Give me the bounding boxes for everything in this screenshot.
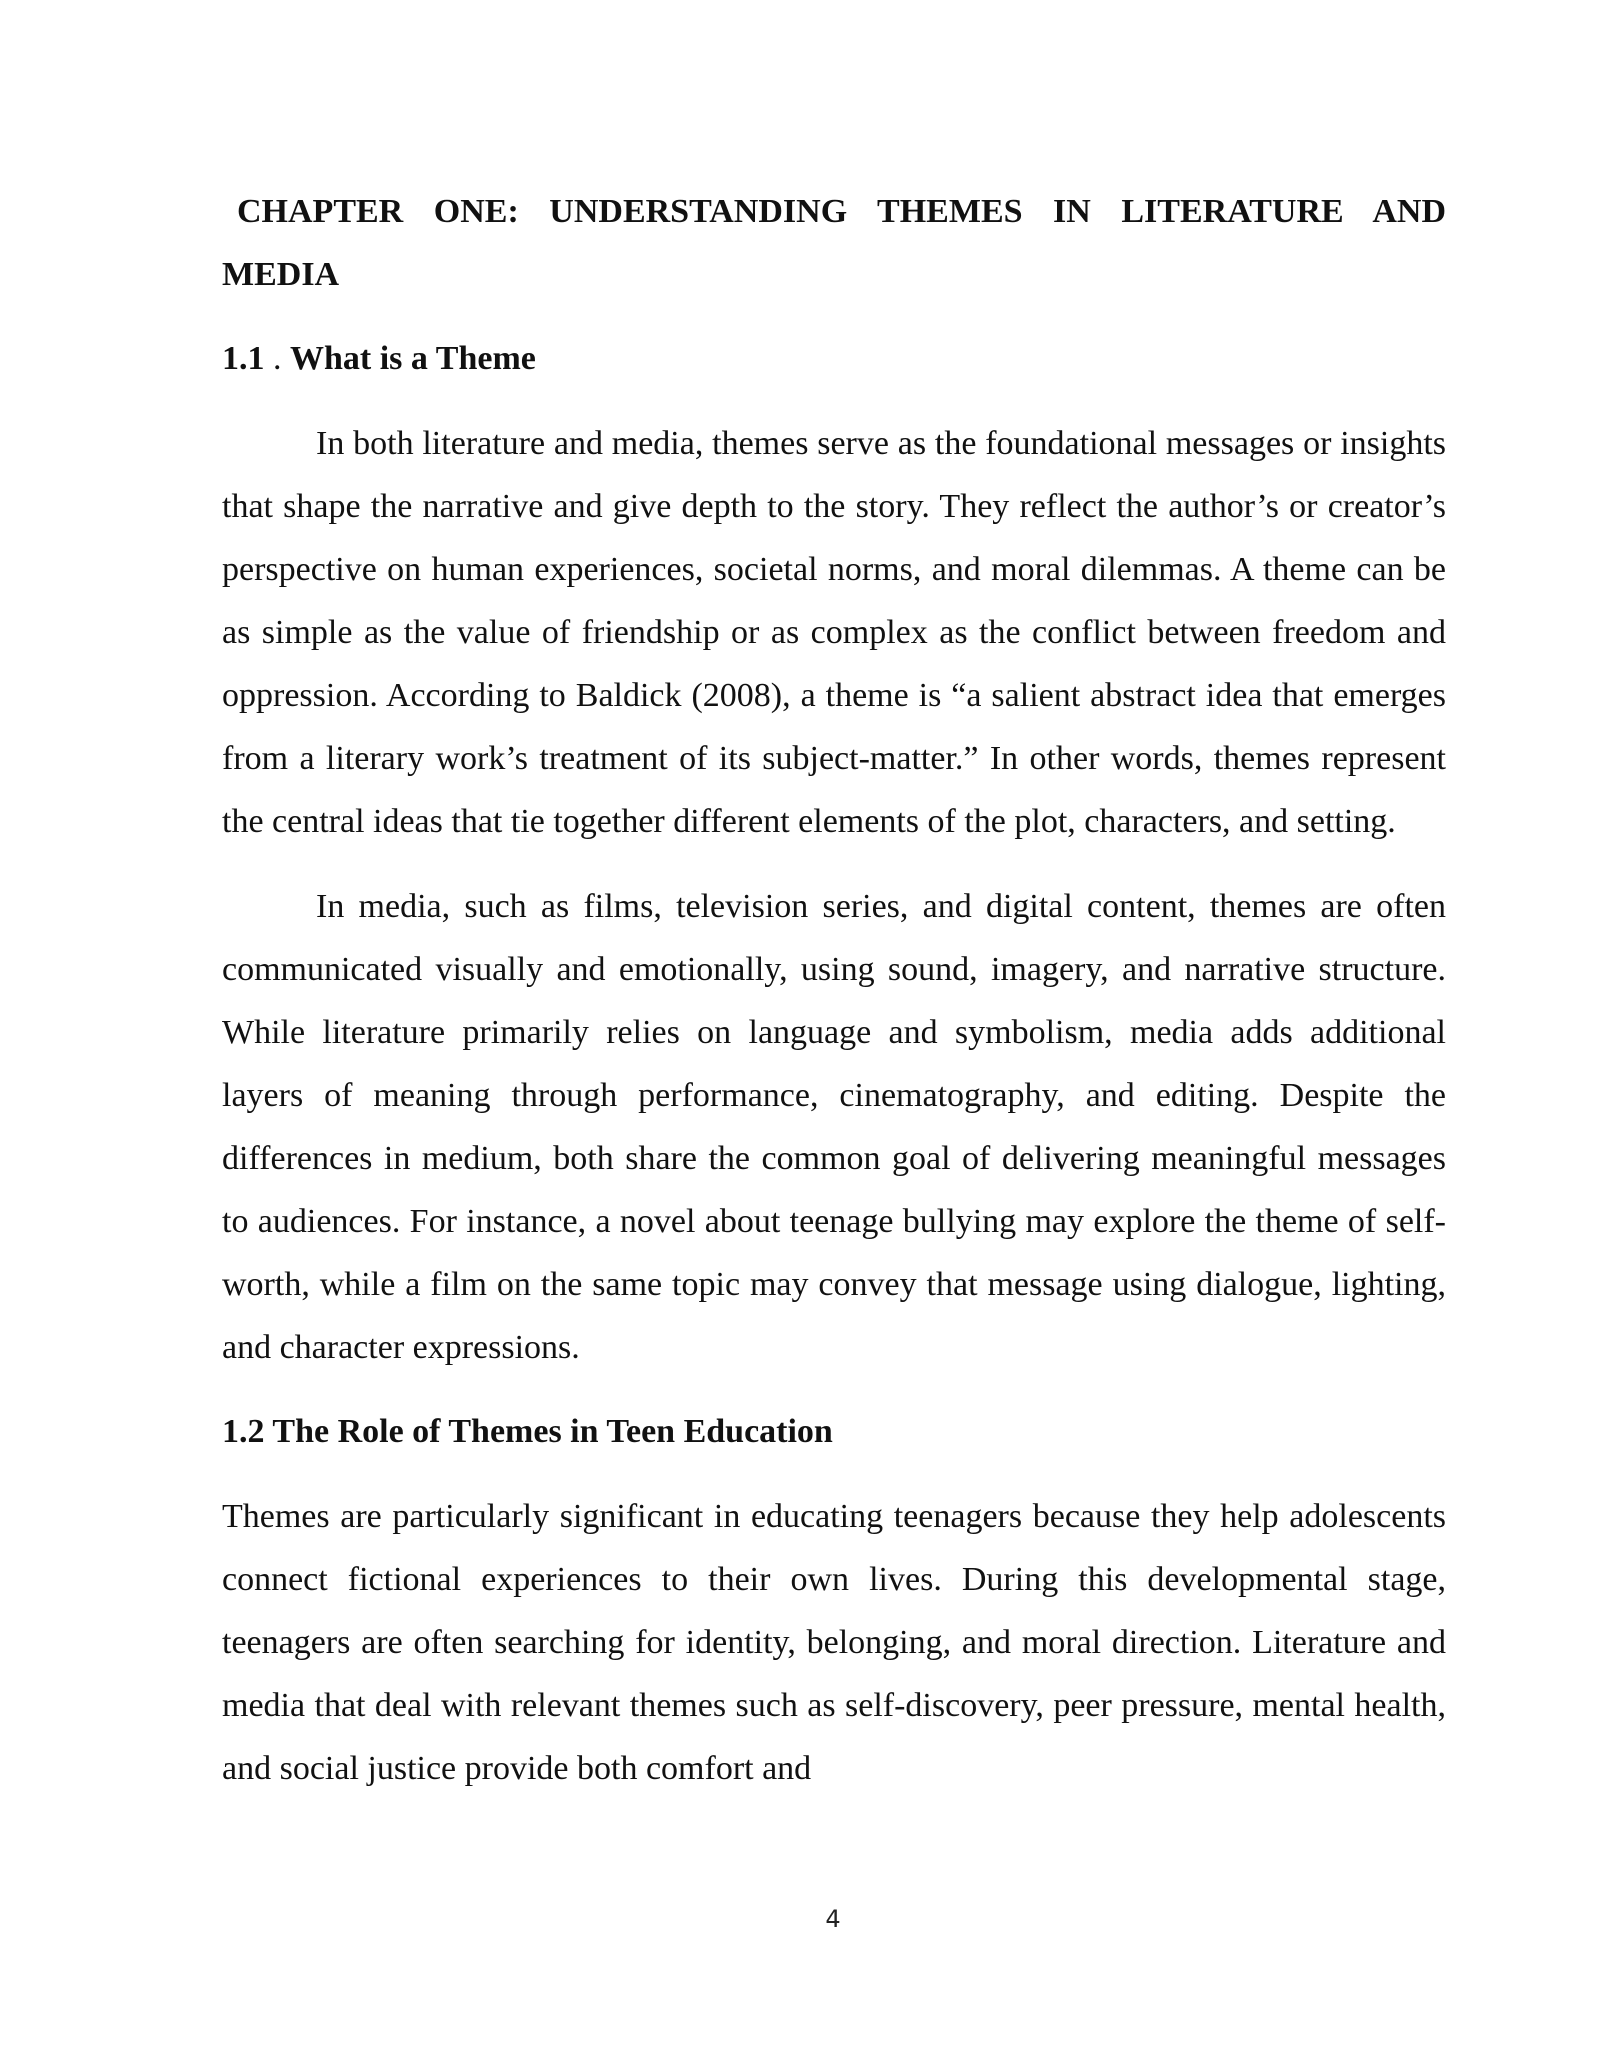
chapter-title: CHAPTER ONE: UNDERSTANDING THEMES IN LITERATURE AND MEDIA <box>222 193 1446 293</box>
section-title: What is a Theme <box>290 340 536 377</box>
paragraph-themes-in-media: In media, such as films, television series, and digital content, themes are often communicated visually and emotionally, using sound, imagery, and narrative structure. While literature primarily relies on language and symbolism, media adds additional layers of meaning through performance, cinematography, and editing. Despite the differences in medium, both share the common goal of delivering meaningful messages to audiences. For instance, a novel about teenage bullying may explore the theme of self-worth, while a film on the same topic may convey that message using dialogue, lighting, and character expressions. <box>222 888 1446 1366</box>
paragraph-theme-definition: In both literature and media, themes serve as the foundational messages or insights that shape the narrative and give depth to the story. They reflect the author’s or creator’s perspective on human experiences, societal norms, and moral dilemmas. A theme can be as simple as the value of friendship or as complex as the conflict between freedom and oppression. According to Baldick (2008), a theme is “a salient abstract idea that emerges from a literary work’s treatment of its subject-matter.” In other words, themes represent the central ideas that tie together different elements of the plot, characters, and setting. <box>222 425 1446 840</box>
page-number: 4 <box>825 1905 841 1933</box>
section-heading-1-2: 1.2 The Role of Themes in Teen Education <box>222 1413 833 1450</box>
section-number: 1.1 <box>222 340 265 377</box>
section-separator: . <box>264 340 290 377</box>
section-heading-1-1 <box>222 327 1446 390</box>
page-content <box>222 180 1446 1800</box>
paragraph-teen-education: Themes are particularly significant in educating teenagers because they help adolescents connect fictional experiences to their own lives. During this developmental stage, teenagers are often searching for identity, belonging, and moral direction. Literature and media that deal with relevant themes such as self-discovery, peer pressure, mental health, and social justice provide both comfort and <box>222 1498 1446 1787</box>
